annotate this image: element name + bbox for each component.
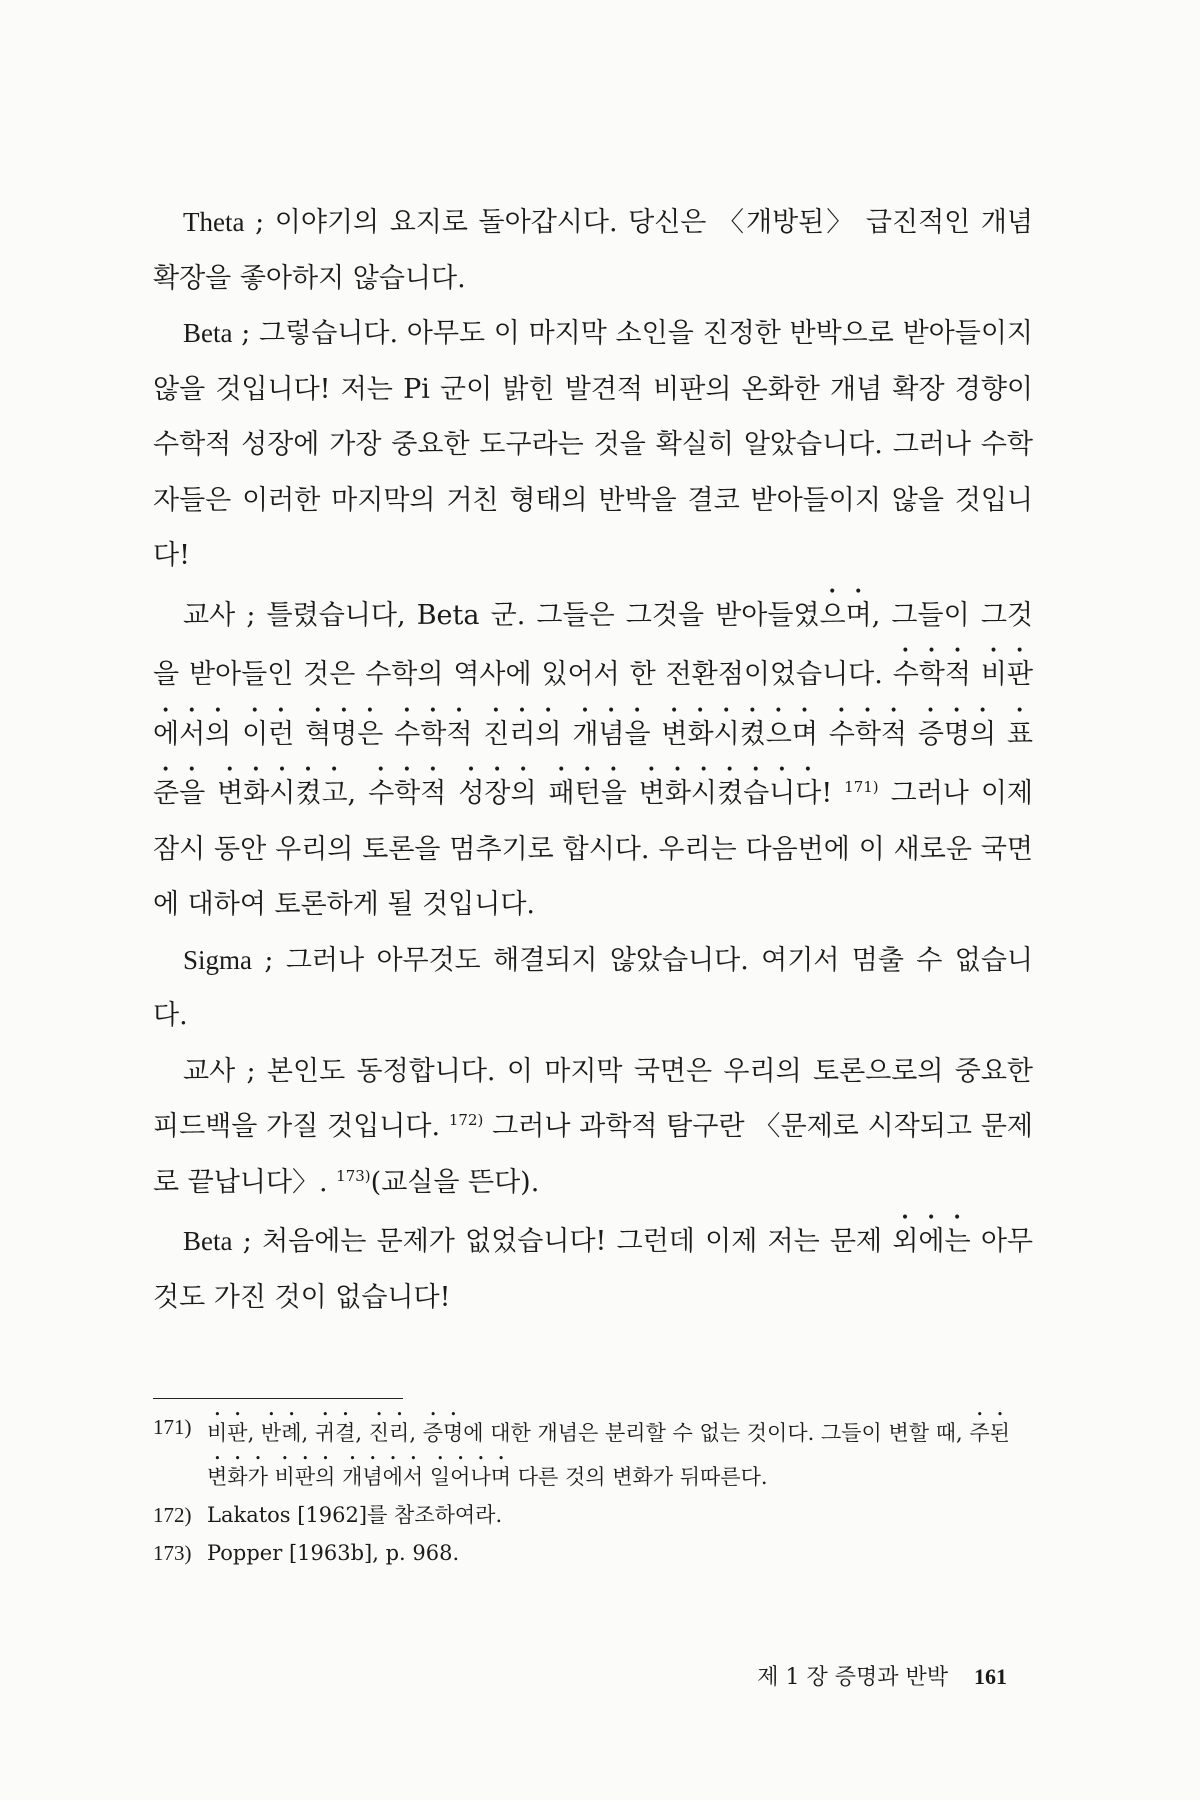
footnote-number: 172) bbox=[153, 1503, 192, 1527]
footnotes bbox=[153, 1408, 1033, 1572]
text-run: 에 대한 개념은 분리할 수 없는 것이다. 그들이 변할 때, bbox=[463, 1421, 970, 1445]
speaker-name: 교사 bbox=[183, 599, 236, 630]
text-run: ; 본인도 동정합니다. 이 마지막 국면은 우리의 토론으로의 중요한 피드백을 가질 것입니다. bbox=[153, 1055, 1033, 1142]
text-run: Lakatos [1962]를 참조하여라. bbox=[207, 1503, 503, 1527]
footnote bbox=[153, 1496, 1033, 1534]
footnote-number: 173) bbox=[153, 1541, 192, 1565]
speaker-name: 교사 bbox=[183, 1055, 236, 1086]
paragraph bbox=[153, 1044, 1033, 1211]
paragraph bbox=[153, 1210, 1033, 1325]
text-run: ; 처음에는 문제가 없었습니다! 그런데 이제 저는 문제 bbox=[232, 1226, 893, 1257]
text-run: ; 이야기의 요지로 돌아갑시다. 당신은 〈개방된〉 급진적인 개념 확장을 좋아하지 않습니다. bbox=[153, 207, 1033, 294]
speaker-name: Theta bbox=[183, 207, 245, 237]
paragraph bbox=[153, 584, 1033, 933]
footnote-number: 171) bbox=[153, 1415, 192, 1439]
footnote-reference: 171) bbox=[844, 778, 879, 796]
text-run: 아무것도 가진 것이 없습니다! bbox=[153, 1226, 1033, 1313]
paragraph bbox=[153, 306, 1033, 584]
main-text bbox=[153, 195, 1033, 1325]
emphasized-text: 수학적 비판에서의 이런 혁명은 수학적 진리의 개념을 변화시켰으며 수학적 증명의 표준을 변화시켰고, 수학적 성장의 패턴을 변화시켰습니다 bbox=[153, 659, 1033, 809]
page-footer bbox=[757, 1660, 1007, 1691]
footnote-reference: 173) bbox=[336, 1166, 371, 1185]
paragraph bbox=[153, 933, 1033, 1044]
speaker-name: Beta bbox=[183, 318, 233, 348]
text-run: 그러나 이제 잠시 동안 우리의 토론을 멈추기로 합시다. 우리는 다음번에 이 새로운 국면에 대하여 토론하게 될 것입니다. bbox=[153, 778, 1033, 920]
text-run: 그러나 과학적 탐구란 〈문제로 시작되고 문제로 끝납니다〉. bbox=[153, 1111, 1033, 1198]
footnote-text bbox=[207, 1408, 1033, 1496]
text-run: ; 그러나 아무것도 해결되지 않았습니다. 여기서 멈출 수 없습니다. bbox=[153, 944, 1033, 1031]
text-run: 다른 것의 변화가 뒤따른다. bbox=[511, 1465, 768, 1489]
paragraph bbox=[153, 195, 1033, 306]
speaker-name: Beta bbox=[183, 1226, 233, 1256]
text-run: ; 틀렸습니다, Beta 군. 그들은 그것을 받아들였 bbox=[235, 599, 820, 631]
footnote-text bbox=[207, 1496, 1033, 1534]
emphasized-text: 비판, 반례, 귀결, 진리, 증명 bbox=[207, 1421, 464, 1445]
text-run: ; 그렇습니다. 아무도 이 마지막 소인을 진정한 반박으로 받아들이지 않을 것입니다! 저는 Pi 군이 밝힌 발견적 비판의 온화한 개념 확장 경향이 수학적 성장에 가장 중요한 도구라는 것을 확실히 알았습니다. 그러나 수학자들은 이러한 마지막의 거친 형태의 반박을 결코 받아들이지 않을 것입니다! bbox=[153, 318, 1033, 571]
footnote-divider bbox=[153, 1398, 403, 1399]
footnote-reference: 172) bbox=[448, 1111, 484, 1129]
emphasized-text: 외에는 bbox=[892, 1226, 971, 1257]
text-run: (교실을 뜬다). bbox=[370, 1166, 540, 1198]
text-run: ! bbox=[821, 778, 845, 809]
page-number: 161 bbox=[974, 1664, 1007, 1689]
emphasized-text: 으며 bbox=[819, 599, 872, 631]
text-run: , 그들이 그것을 받아들인 것은 수학의 역사에 있어서 한 전환점이었습니다. bbox=[153, 599, 1033, 690]
footnote bbox=[153, 1534, 1033, 1572]
text-run: Popper [1963b], p. 968. bbox=[207, 1541, 460, 1565]
footnote-text bbox=[207, 1534, 1033, 1572]
speaker-name: Sigma bbox=[183, 944, 253, 975]
footnote bbox=[153, 1408, 1033, 1496]
running-head: 제 1 장 증명과 반박 bbox=[757, 1665, 948, 1690]
emphasized-text: 주된 변화가 비판의 개념에서 일어나며 bbox=[207, 1421, 1010, 1489]
